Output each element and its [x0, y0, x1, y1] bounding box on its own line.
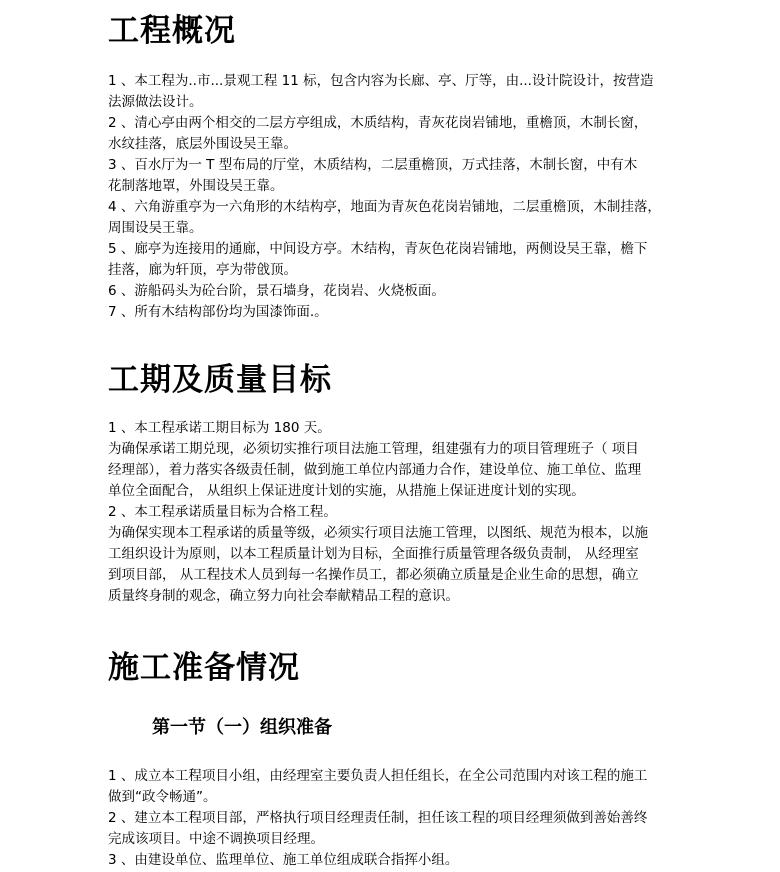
paragraph-line: 7 、所有木结构部份均为国漆饰面.。 — [108, 304, 328, 320]
paragraph-line: 1 、成立本工程项目小组，由经理室主要负责人担任组长，在全公司范围内对该工程的施工 — [108, 768, 648, 784]
paragraph-line: 质量终身制的观念，确立努力向社会奉献精品工程的意识。 — [108, 588, 459, 604]
paragraph-line: 做到“政令畅通”。 — [108, 789, 217, 805]
paragraph-line: 水纹挂落，底层外围设吴王靠。 — [108, 136, 297, 152]
paragraph-line: 3 、百水厅为一 T 型布局的厅堂，木质结构，二层重檐顶，万式挂落，木制长窗，中有木 — [108, 157, 638, 173]
section-title-preparation: 施工准备情况 — [108, 650, 300, 686]
paragraph-line: 3 、由建设单位、监理单位、施工单位组成联合指挥小组。 — [108, 852, 459, 868]
paragraph-line: 2 、本工程承诺质量目标为合格工程。 — [108, 504, 337, 520]
section-body-overview — [108, 71, 668, 323]
paragraph-line: 1 、本工程承诺工期目标为 180 天。 — [108, 420, 331, 436]
paragraph-line: 为确保实现本工程承诺的质量等级，必须实行项目法施工管理，以图纸、规范为根本，以施 — [108, 525, 648, 541]
paragraph-line: 4 、六角游重亭为一六角形的木结构亭，地面为青灰色花岗岩铺地，二层重檐顶，木制挂落， — [108, 199, 661, 215]
paragraph-line: 周围设吴王靠。 — [108, 220, 203, 236]
subsection-title-organization: 第一节（一）组织准备 — [152, 717, 332, 738]
paragraph-line: 6 、游船码头为砼台阶，景石墙身，花岗岩、火烧板面。 — [108, 283, 445, 299]
paragraph-line: 单位全面配合， 从组织上保证进度计划的实施，从措施上保证进度计划的实现。 — [108, 483, 585, 499]
paragraph-line: 挂落，廊为轩顶，亭为带戗顶。 — [108, 262, 297, 278]
section-title-overview: 工程概况 — [108, 13, 236, 49]
section-body-schedule-quality — [108, 418, 668, 607]
paragraph-line: 完成该项目。中途不调换项目经理。 — [108, 831, 324, 847]
paragraph-line: 2 、建立本工程项目部，严格执行项目经理责任制，担任该工程的项目经理须做到善始善终 — [108, 810, 648, 826]
section-title-schedule-quality: 工期及质量目标 — [108, 362, 332, 398]
section-body-preparation — [108, 766, 668, 871]
paragraph-line: 法源做法设计。 — [108, 94, 203, 110]
paragraph-line: 经理部），着力落实各级责任制，做到施工单位内部通力合作，建设单位、施工单位、监理 — [108, 462, 642, 478]
paragraph-line: 为确保承诺工期兑现，必须切实推行项目法施工管理，组建强有力的项目管理班子（ 项目 — [108, 441, 639, 457]
paragraph-line: 花制落地罩，外围设吴王靠。 — [108, 178, 284, 194]
paragraph-line: 5 、廊亭为连接用的通廊，中间设方亭。木结构，青灰色花岗岩铺地，两侧设吴王靠，檐下 — [108, 241, 648, 257]
paragraph-line: 到项目部， 从工程技术人员到每一名操作员工，都必须确立质量是企业生命的思想，确立 — [108, 567, 639, 583]
paragraph-line: 2 、清心亭由两个相交的二层方亭组成，木质结构，青灰花岗岩铺地，重檐顶，木制长窗， — [108, 115, 648, 131]
paragraph-line: 1 、本工程为..市...景观工程 11 标，包含内容为长廊、亭、厅等，由...设计院设计，按营造 — [108, 73, 654, 89]
paragraph-line: 工组织设计为原则，以本工程质量计划为目标，全面推行质量管理各级负责制， 从经理室 — [108, 546, 639, 562]
